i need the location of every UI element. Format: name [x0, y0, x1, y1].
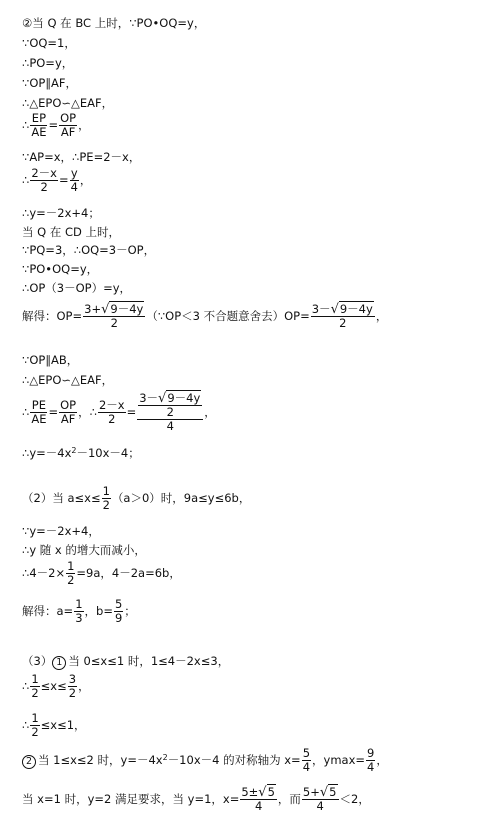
- line-27: 2 当 1≤x≤2 时，$y=-4x^2-10x-4$ 的对称轴为 x= $\frac{5}{4}$ ，ymax= $\frac{9}{4}$ ，: [22, 747, 388, 774]
- line-8: ∴ $\frac{2-x}{2}$ = $\frac{y}{4}$ ，: [22, 166, 92, 194]
- line-16: ∴△EPO∽△EAF，: [22, 373, 114, 387]
- line-2: ∵OQ=1，: [22, 36, 76, 50]
- line-26: ∴ $\frac{1}{2}$ ≤x≤1，: [22, 711, 86, 739]
- line-13: ∴OP（3－OP）=y，: [22, 281, 132, 295]
- line-24: （3） 1 当 0≤x≤1 时，1≤4－2x≤3，: [22, 654, 230, 668]
- line-12: ∵PO•OQ=y，: [22, 262, 99, 276]
- line-17: ∴ $\frac{PE}{AE}$ = $\frac{OP}{AF}$ ，∴ $\frac{2-x}{2}$ = $\frac{\frac{3-√9-4y}{2}}{4}$ ，: [22, 391, 216, 433]
- line-21: ∴y 随 x 的增大而减小，: [22, 543, 146, 557]
- line-23: 解得：a= $\frac{1}{3}$ ，b= $\frac{5}{9}$ ；: [22, 597, 136, 625]
- line-3: ∴PO=y，: [22, 56, 74, 70]
- line-22: ∴4－2× $\frac{1}{2}$ =9a，4－2a=6b，: [22, 559, 181, 587]
- line-25: ∴ $\frac{1}{2}$ ≤x≤ $\frac{3}{2}$ ，: [22, 672, 90, 700]
- line-19: （2）当 a≤x≤ $\frac{1}{2}$ （a＞0）时，9a≤y≤6b，: [22, 484, 251, 512]
- line-4: ∵OP∥AF，: [22, 76, 78, 90]
- line-11: ∵PQ=3，∴OQ=3－OP，: [22, 243, 156, 257]
- line-28: 当 x=1 时，y=2 满足要求，当 y=1，x= $\frac{5\pm√5}{4}$ ，而 $\frac{5+√5}{4}$ ＜2，: [22, 785, 370, 813]
- circled-one-marker: 1: [52, 656, 66, 670]
- line-15: ∵OP∥AB，: [22, 353, 79, 367]
- line-6: ∴ $\frac{EP}{AE}$ = $\frac{OP}{AF}$ ，: [22, 111, 90, 139]
- line-18: $\therefore y=-4x^2-10x-4$；: [22, 446, 140, 460]
- line-14: 解得：OP= $\frac{3+√9-4y}{2}$ （∵OP＜3 不合题意舍去）OP= $\frac{3-√9-4y}{2}$ ，: [22, 302, 388, 330]
- line-1: ②当 Q 在 BC 上时，∵PO•OQ=y，: [22, 16, 206, 30]
- line-20: ∵y=－2x+4，: [22, 524, 100, 538]
- line-9: ∴y=－2x+4；: [22, 206, 100, 220]
- circled-two-marker: 2: [22, 755, 36, 769]
- line-7: ∵AP=x，∴PE=2－x，: [22, 150, 141, 164]
- line-5: ∴△EPO∽△EAF，: [22, 96, 114, 110]
- line-10: 当 Q 在 CD 上时，: [22, 225, 121, 239]
